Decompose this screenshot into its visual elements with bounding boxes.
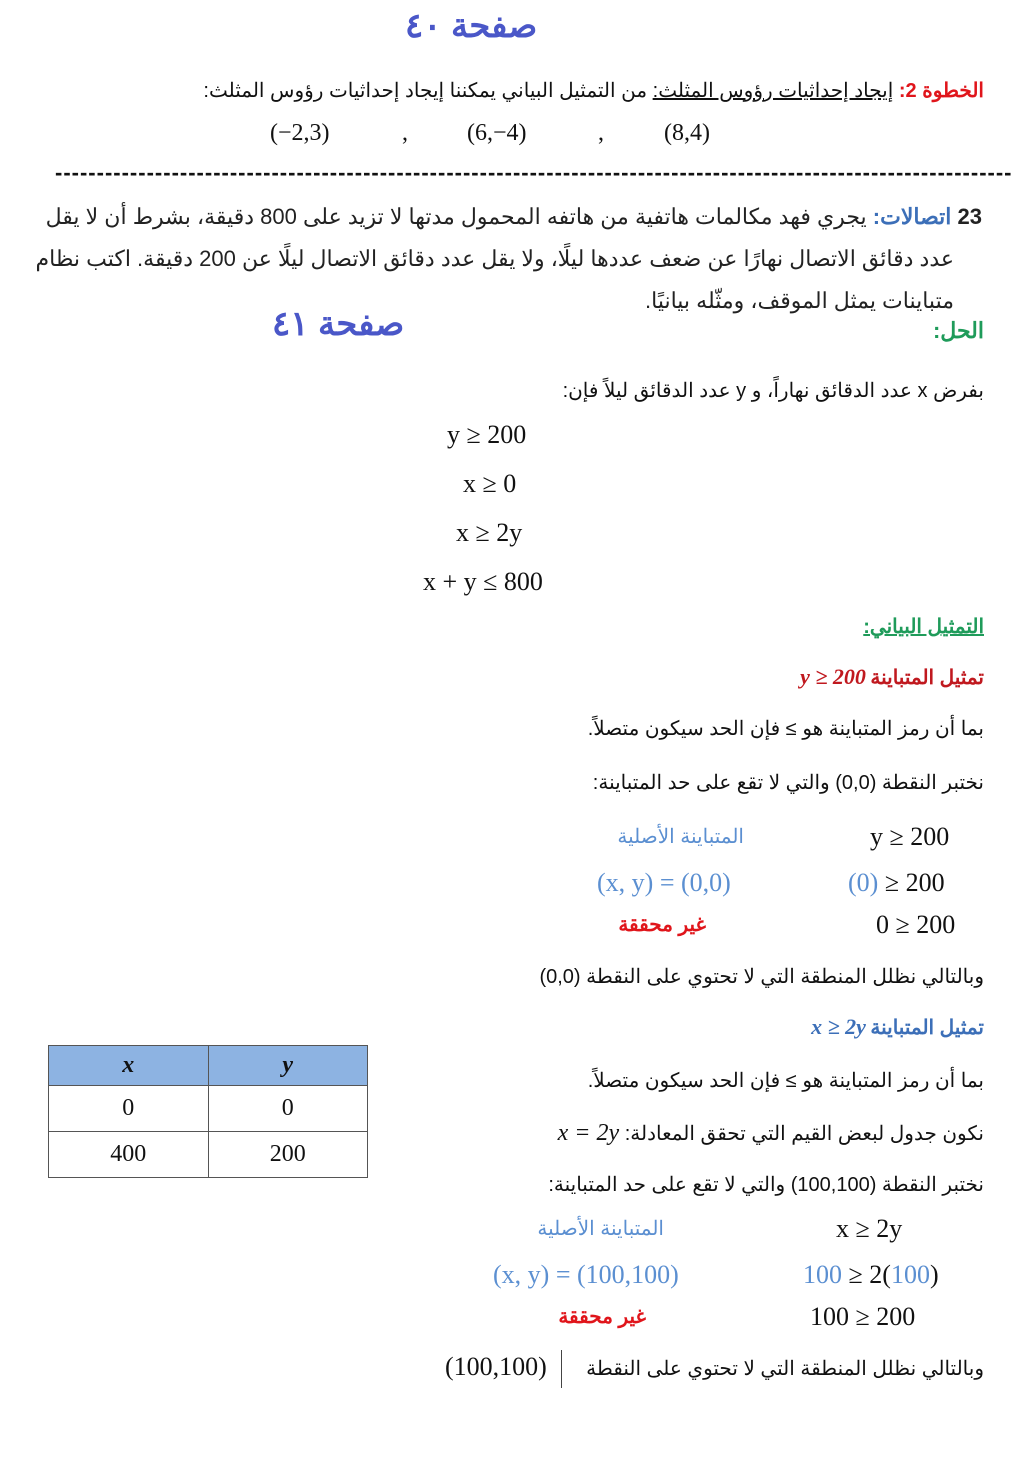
part2-table-note <box>558 1120 984 1147</box>
text-cursor <box>561 1350 562 1388</box>
problem-number: 23 <box>957 204 982 229</box>
part1-heading-text: تمثيل المتباينة <box>870 667 984 689</box>
part1-row1-left: المتباينة الأصلية <box>617 826 744 848</box>
problem-keyword: اتصالات: <box>872 204 952 229</box>
vertex-1: (−2,3) <box>270 120 330 146</box>
table-cell: 400 <box>49 1132 209 1178</box>
part1-row2-blue: (0) <box>848 868 879 897</box>
problem-23 <box>7 196 982 322</box>
part2-heading <box>811 1014 984 1040</box>
part2-row2-d: ) <box>929 1260 939 1289</box>
problem-line-1 <box>7 196 982 238</box>
part2-heading-text: تمثيل المتباينة <box>870 1017 984 1039</box>
table-cell: 0 <box>208 1086 368 1132</box>
table-row <box>49 1132 368 1178</box>
part1-row1-right: y ≥ 200 <box>870 822 950 851</box>
problem-line-3: متباينات يمثل الموقف، ومثّله بيانيًا. <box>645 288 954 313</box>
part2-equation: x = 2y <box>557 1120 620 1146</box>
step2-label: الخطوة 2: <box>898 80 984 102</box>
problem-text-1: يجري فهد مكالمات هاتفية من هاتفه المحمول مدتها لا تزيد على 800 دقيقة، بشرط أن لا يقل <box>45 204 867 229</box>
part2-row2-b: ≥ 2( <box>842 1260 891 1289</box>
part2-boundary-note: بما أن رمز المتباينة هو ≥ فإن الحد سيكون متصلاً. <box>587 1070 984 1092</box>
part2-row2-c: 100 <box>890 1260 930 1289</box>
part1-conclusion: وبالتالي نظلل المنطقة التي لا تحتوي على النقطة (0,0) <box>539 966 984 988</box>
values-header-y: y <box>208 1046 368 1086</box>
step2-line <box>24 78 984 103</box>
part2-table-note-text: نكون جدول لبعض القيم التي تحقق المعادلة: <box>624 1123 984 1145</box>
vertex-3: (8,4) <box>664 120 710 146</box>
part1-row3-right: 0 ≥ 200 <box>876 910 956 939</box>
system-ineq-4: x + y ≤ 800 <box>423 567 543 596</box>
vertex-sep-2: , <box>598 120 604 146</box>
table-cell: 0 <box>49 1086 209 1132</box>
part2-heading-ineq: x ≥ 2y <box>811 1014 866 1039</box>
part2-row3-left: غير محققة <box>558 1306 646 1328</box>
part1-heading <box>800 664 984 690</box>
table-row <box>49 1086 368 1132</box>
part1-row2-right <box>848 868 945 898</box>
step2-text: من التمثيل البياني يمكننا إيجاد إحداثيات رؤوس المثلث: <box>203 80 648 102</box>
part1-row3-left: غير محققة <box>618 914 706 936</box>
part2-row2-right <box>803 1260 939 1290</box>
part2-row1-left: المتباينة الأصلية <box>537 1218 664 1240</box>
system-ineq-1: y ≥ 200 <box>447 420 527 449</box>
page-title-41: صفحة ٤١ <box>272 305 405 343</box>
vertex-sep-1: , <box>402 120 408 146</box>
dashed-separator <box>55 160 1013 185</box>
part1-row2-left: (x, y) = (0,0) <box>597 868 731 897</box>
part2-conclusion: وبالتالي نظلل المنطقة التي لا تحتوي على النقطة <box>586 1358 984 1380</box>
graph-heading: التمثيل البياني: <box>863 616 984 638</box>
part1-boundary-note: بما أن رمز المتباينة هو ≥ فإن الحد سيكون متصلاً. <box>587 718 984 740</box>
values-table-header <box>49 1046 368 1086</box>
dashes-text: ------------------------------------------------------------------------------------------------------------------- <box>55 160 1013 185</box>
part2-row1-right: x ≥ 2y <box>836 1214 903 1243</box>
part2-conclusion-point: (100,100) <box>445 1352 547 1381</box>
page-title-40: صفحة ٤٠ <box>405 7 538 45</box>
solution-label: الحل: <box>932 318 984 343</box>
part1-row2-rest: ≥ 200 <box>878 868 945 897</box>
system-ineq-2: x ≥ 0 <box>463 469 517 498</box>
assumption-text: بفرض x عدد الدقائق نهاراً، و y عدد الدقائق ليلاً فإن: <box>562 380 984 402</box>
part1-heading-ineq: y ≥ 200 <box>800 664 866 689</box>
values-table <box>48 1045 368 1178</box>
part2-row2-left: (x, y) = (100,100) <box>493 1260 679 1289</box>
part2-test-note: نختبر النقطة (100,100) والتي لا تقع على حد المتباينة: <box>548 1174 984 1196</box>
step2-underlined: إيجاد إحداثيات رؤوس المثلث: <box>652 80 894 102</box>
part1-test-note: نختبر النقطة (0,0) والتي لا تقع على حد المتباينة: <box>592 772 984 794</box>
values-header-x: x <box>49 1046 209 1086</box>
part2-row2-a: 100 <box>803 1260 842 1289</box>
problem-line-2: عدد دقائق الاتصال نهارًا عن ضعف عددها ليلًا، ولا يقل عدد دقائق الاتصال ليلًا عن 200 دقيقة. اكتب نظام <box>35 246 954 271</box>
table-cell: 200 <box>208 1132 368 1178</box>
part2-row3-right: 100 ≥ 200 <box>810 1302 916 1331</box>
vertex-2: (6,−4) <box>467 120 527 146</box>
system-ineq-3: x ≥ 2y <box>456 518 523 547</box>
